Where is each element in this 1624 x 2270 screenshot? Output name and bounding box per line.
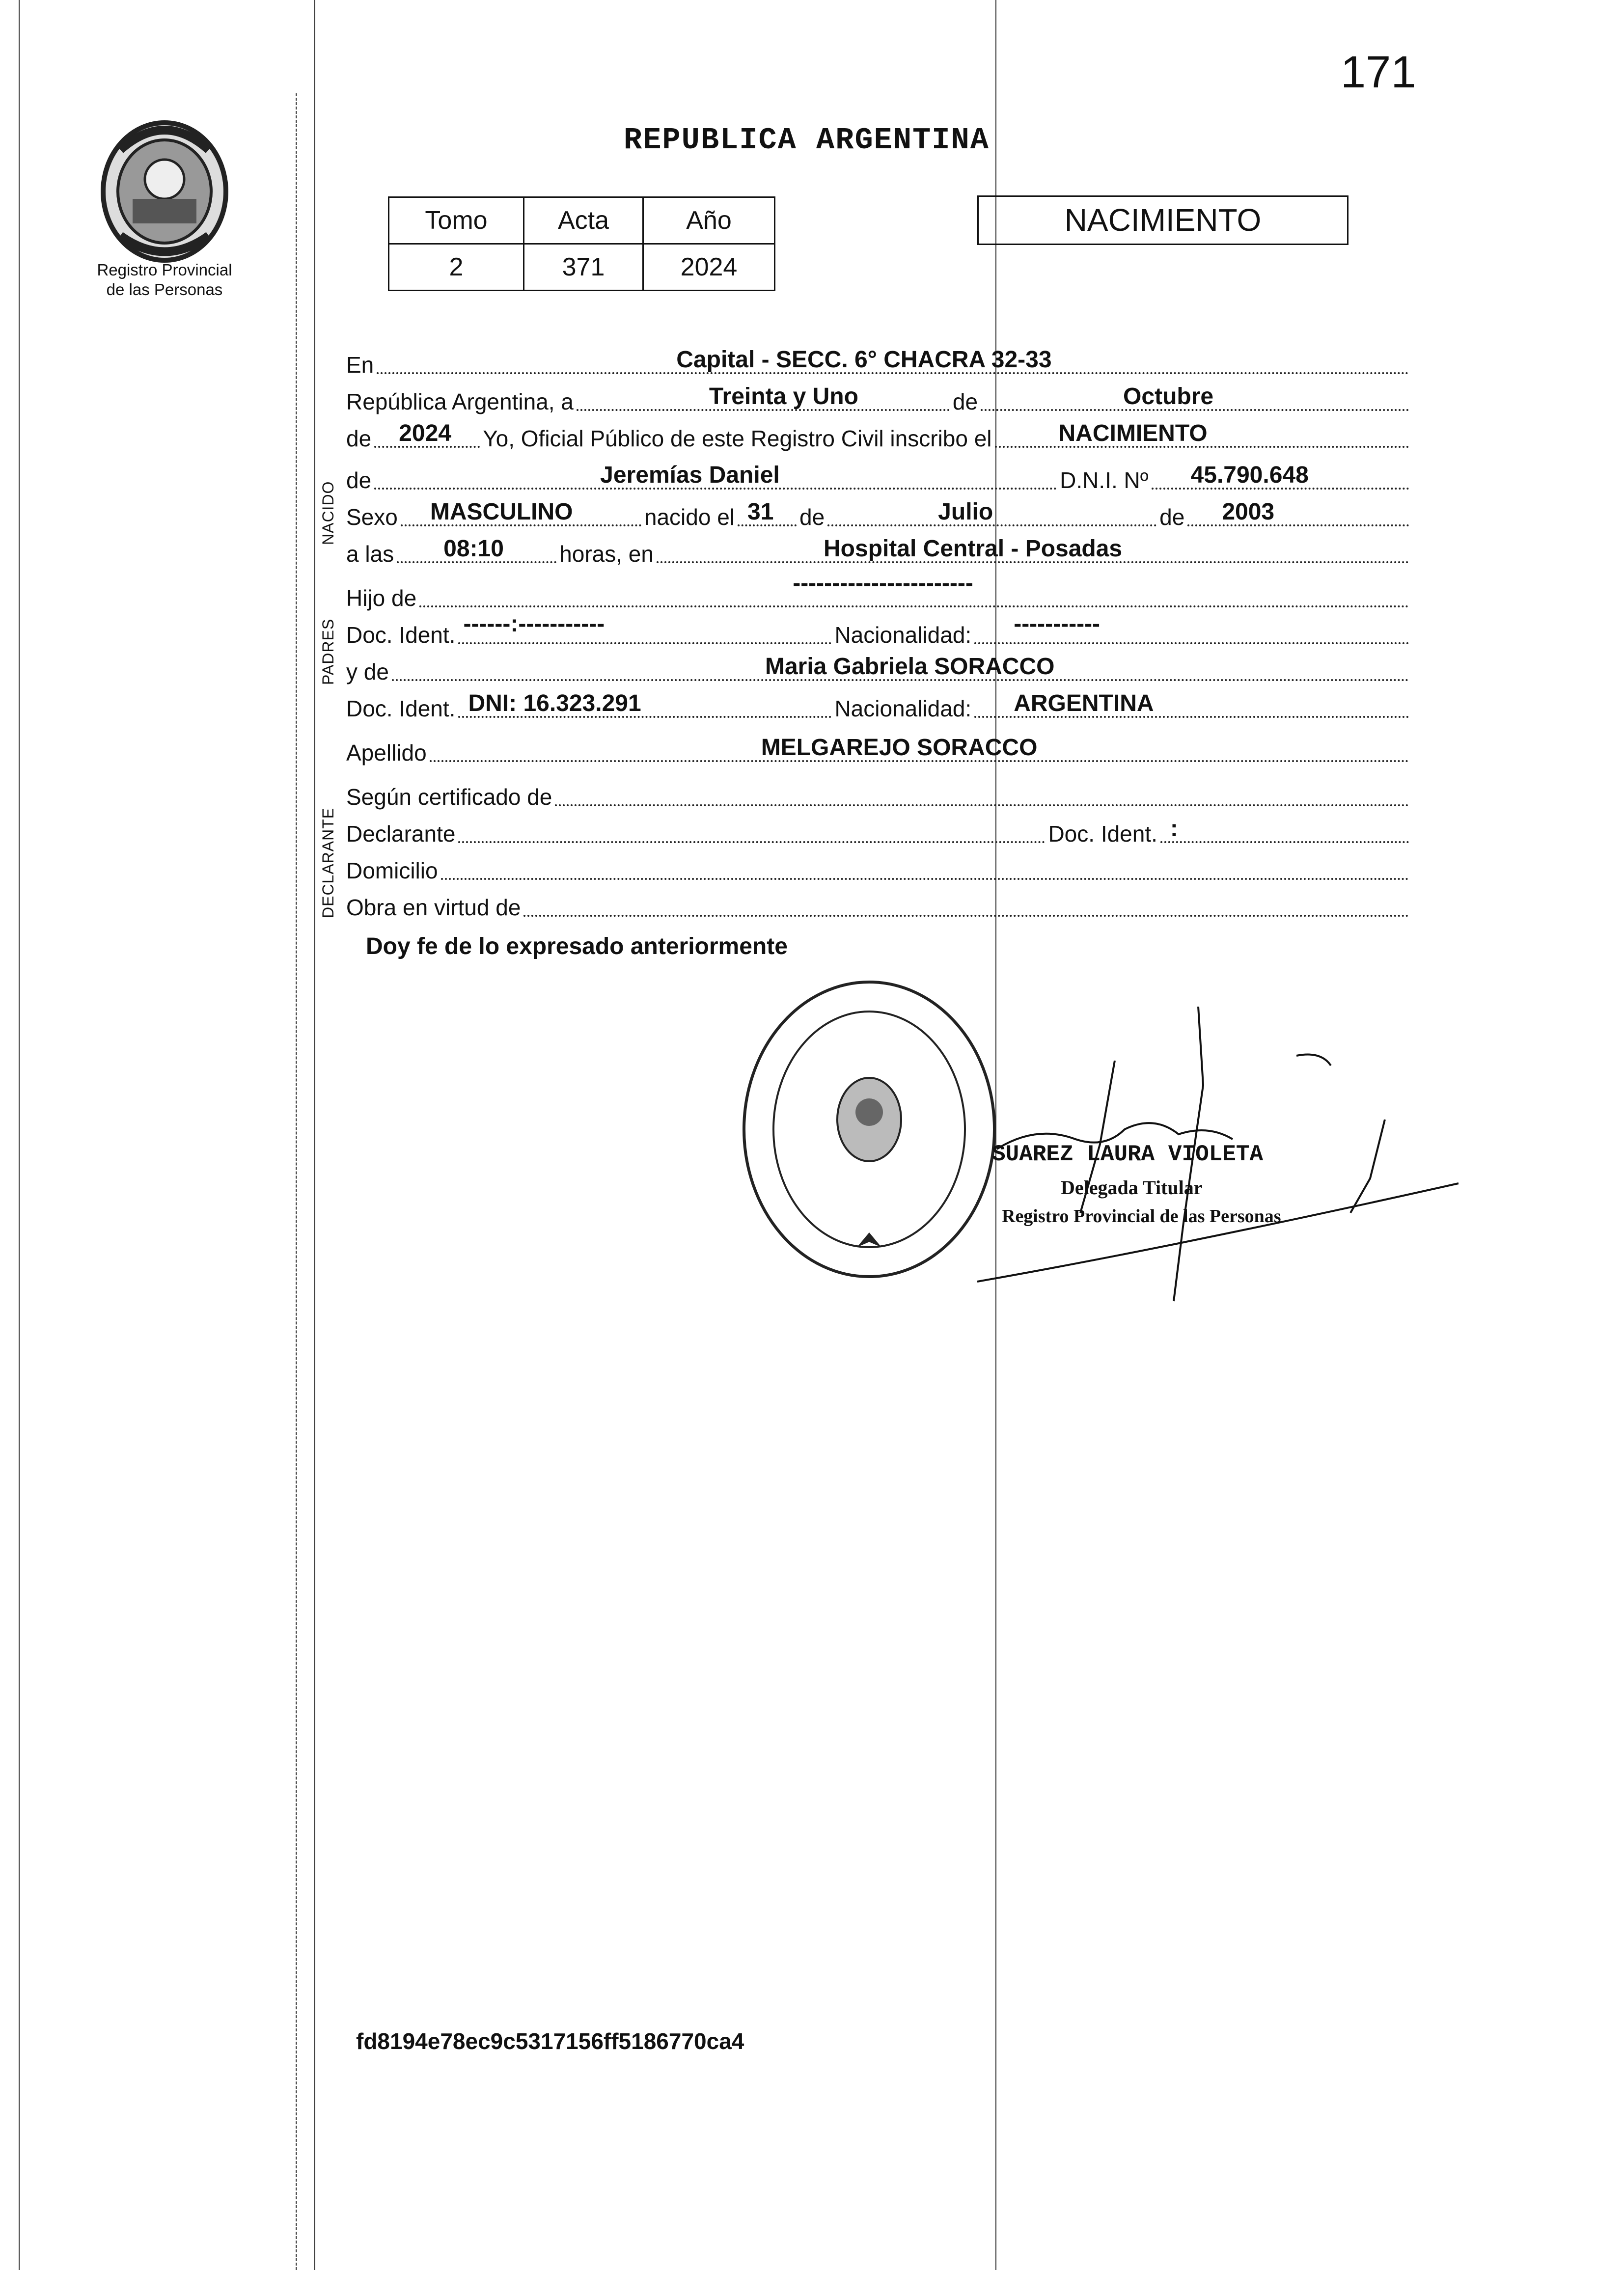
label-de: de <box>952 389 978 414</box>
field-declarante <box>458 841 1045 843</box>
provincia-de-misiones-crest-icon <box>91 115 238 263</box>
row-en <box>346 344 1412 378</box>
signature-role: Delegada Titular <box>1061 1176 1203 1199</box>
label-doc2: Doc. Ident. <box>346 696 456 721</box>
row-sexo <box>346 496 1412 530</box>
side-label-padres: PADRES <box>319 618 337 685</box>
row-nombre <box>346 459 1412 493</box>
registry-table <box>388 196 775 291</box>
value-tomo: 2 <box>389 244 524 291</box>
logo-caption-line2: de las Personas <box>106 280 223 299</box>
value-dni: 45.790.648 <box>1190 462 1309 488</box>
field-doc3 <box>1160 816 1409 843</box>
value-apellido: MELGAREJO SORACCO <box>761 735 1038 761</box>
label-declarante: Declarante <box>346 821 456 847</box>
row-obra <box>346 886 1412 921</box>
field-nombre <box>374 462 1057 490</box>
field-en <box>377 347 1409 374</box>
value-dia: Treinta y Uno <box>709 383 858 410</box>
label-nac1: Nacionalidad: <box>834 622 972 648</box>
field-doc1 <box>458 611 831 644</box>
value-lugar: Hospital Central - Posadas <box>823 536 1123 562</box>
label-de5: de <box>1159 504 1185 530</box>
field-nacido-dia <box>738 499 797 526</box>
row-apellido <box>346 732 1412 766</box>
label-de3: de <box>346 467 372 493</box>
registry-table-header <box>389 197 775 244</box>
value-doc3: : <box>1170 816 1178 842</box>
label-apellido: Apellido <box>346 740 427 766</box>
field-nacido-anio <box>1187 499 1409 526</box>
label-oficial: Yo, Oficial Público de este Registro Civil inscribo el <box>483 426 992 451</box>
label-de2: de <box>346 426 372 451</box>
field-apellido <box>430 735 1409 762</box>
value-doc1: ------:----------- <box>463 611 605 637</box>
scan-margin-line <box>314 0 315 2270</box>
value-nac2: ARGENTINA <box>1014 690 1154 716</box>
row-inscripcion <box>346 417 1412 452</box>
label-alas: a las <box>346 541 394 567</box>
value-anio: 2024 <box>643 244 775 291</box>
closing-statement: Doy fe de lo expresado anteriormente <box>366 933 788 959</box>
row-domicilio <box>346 849 1412 884</box>
value-inscripcion: NACIMIENTO <box>1058 420 1208 446</box>
registry-table-values <box>389 244 775 291</box>
field-obra <box>523 915 1409 917</box>
field-nac1 <box>974 611 1409 644</box>
label-certificado: Según certificado de <box>346 784 552 810</box>
row-declarante <box>346 813 1412 847</box>
row-doc2 <box>346 687 1412 722</box>
label-sexo: Sexo <box>346 504 398 530</box>
label-en: En <box>346 352 374 378</box>
field-inscripcion <box>995 420 1409 448</box>
label-horas: horas, en <box>559 541 654 567</box>
field-certificado <box>555 804 1409 806</box>
value-acta: 371 <box>524 244 643 291</box>
label-nac2: Nacionalidad: <box>834 696 972 721</box>
field-anio <box>374 420 480 448</box>
logo-caption-line1: Registro Provincial <box>97 261 232 279</box>
field-nac2 <box>974 690 1409 718</box>
field-nacido-mes <box>827 499 1156 526</box>
scan-edge-line <box>19 0 20 2270</box>
field-doc2 <box>458 690 831 718</box>
value-en: Capital - SECC. 6° CHACRA 32-33 <box>676 347 1052 373</box>
field-mes <box>981 383 1409 411</box>
page-number: 171 <box>1341 47 1416 97</box>
value-madre: Maria Gabriela SORACCO <box>765 654 1055 680</box>
signature-org: Registro Provincial de las Personas <box>1002 1206 1281 1227</box>
value-doc2: DNI: 16.323.291 <box>468 690 641 716</box>
field-lugar <box>657 536 1409 563</box>
label-yde: y de <box>346 659 389 684</box>
document-title: REPUBLICA ARGENTINA <box>624 123 990 158</box>
value-padre: ----------------------- <box>793 570 973 596</box>
header-tomo: Tomo <box>389 197 524 244</box>
label-nacido: nacido el <box>644 504 735 530</box>
registro-provincial-seal-icon <box>732 972 1007 1286</box>
label-de4: de <box>799 504 825 530</box>
value-anio: 2024 <box>399 420 451 446</box>
label-dni: D.N.I. Nº <box>1060 467 1149 493</box>
value-nacido-dia: 31 <box>747 499 774 525</box>
value-nombre: Jeremías Daniel <box>600 462 780 488</box>
row-hora <box>346 533 1412 567</box>
row-madre <box>346 651 1412 685</box>
side-label-nacido: NACIDO <box>319 481 337 545</box>
scan-dashed-line <box>296 93 297 2270</box>
header-acta: Acta <box>524 197 643 244</box>
value-hora: 08:10 <box>443 536 504 562</box>
row-doc1 <box>346 611 1412 648</box>
logo-caption <box>69 260 260 300</box>
field-padre <box>419 570 1409 607</box>
field-madre <box>392 654 1409 681</box>
header-anio: Año <box>643 197 775 244</box>
field-dia <box>577 383 950 411</box>
side-label-declarante: DECLARANTE <box>319 807 337 918</box>
field-domicilio <box>441 878 1409 880</box>
label-doc3: Doc. Ident. <box>1048 821 1157 847</box>
label-hijo: Hijo de <box>346 585 417 611</box>
label-domicilio: Domicilio <box>346 858 438 883</box>
value-nacido-anio: 2003 <box>1222 499 1275 525</box>
field-hora <box>397 536 556 563</box>
field-dni <box>1152 462 1409 490</box>
signature-name: SUAREZ LAURA VIOLETA <box>992 1142 1264 1167</box>
row-certificado <box>346 776 1412 810</box>
label-republica: República Argentina, a <box>346 389 574 414</box>
record-type-box: NACIMIENTO <box>977 195 1349 245</box>
value-sexo: MASCULINO <box>430 499 573 525</box>
row-hijo <box>346 570 1412 611</box>
document-hash: fd8194e78ec9c5317156ff5186770ca4 <box>356 2028 744 2054</box>
label-doc1: Doc. Ident. <box>346 622 456 648</box>
label-obra: Obra en virtud de <box>346 895 521 920</box>
row-fecha <box>346 381 1412 415</box>
value-mes: Octubre <box>1123 383 1214 410</box>
value-nac1: ----------- <box>1014 611 1101 637</box>
field-sexo <box>401 499 641 526</box>
value-nacido-mes: Julio <box>938 499 993 525</box>
